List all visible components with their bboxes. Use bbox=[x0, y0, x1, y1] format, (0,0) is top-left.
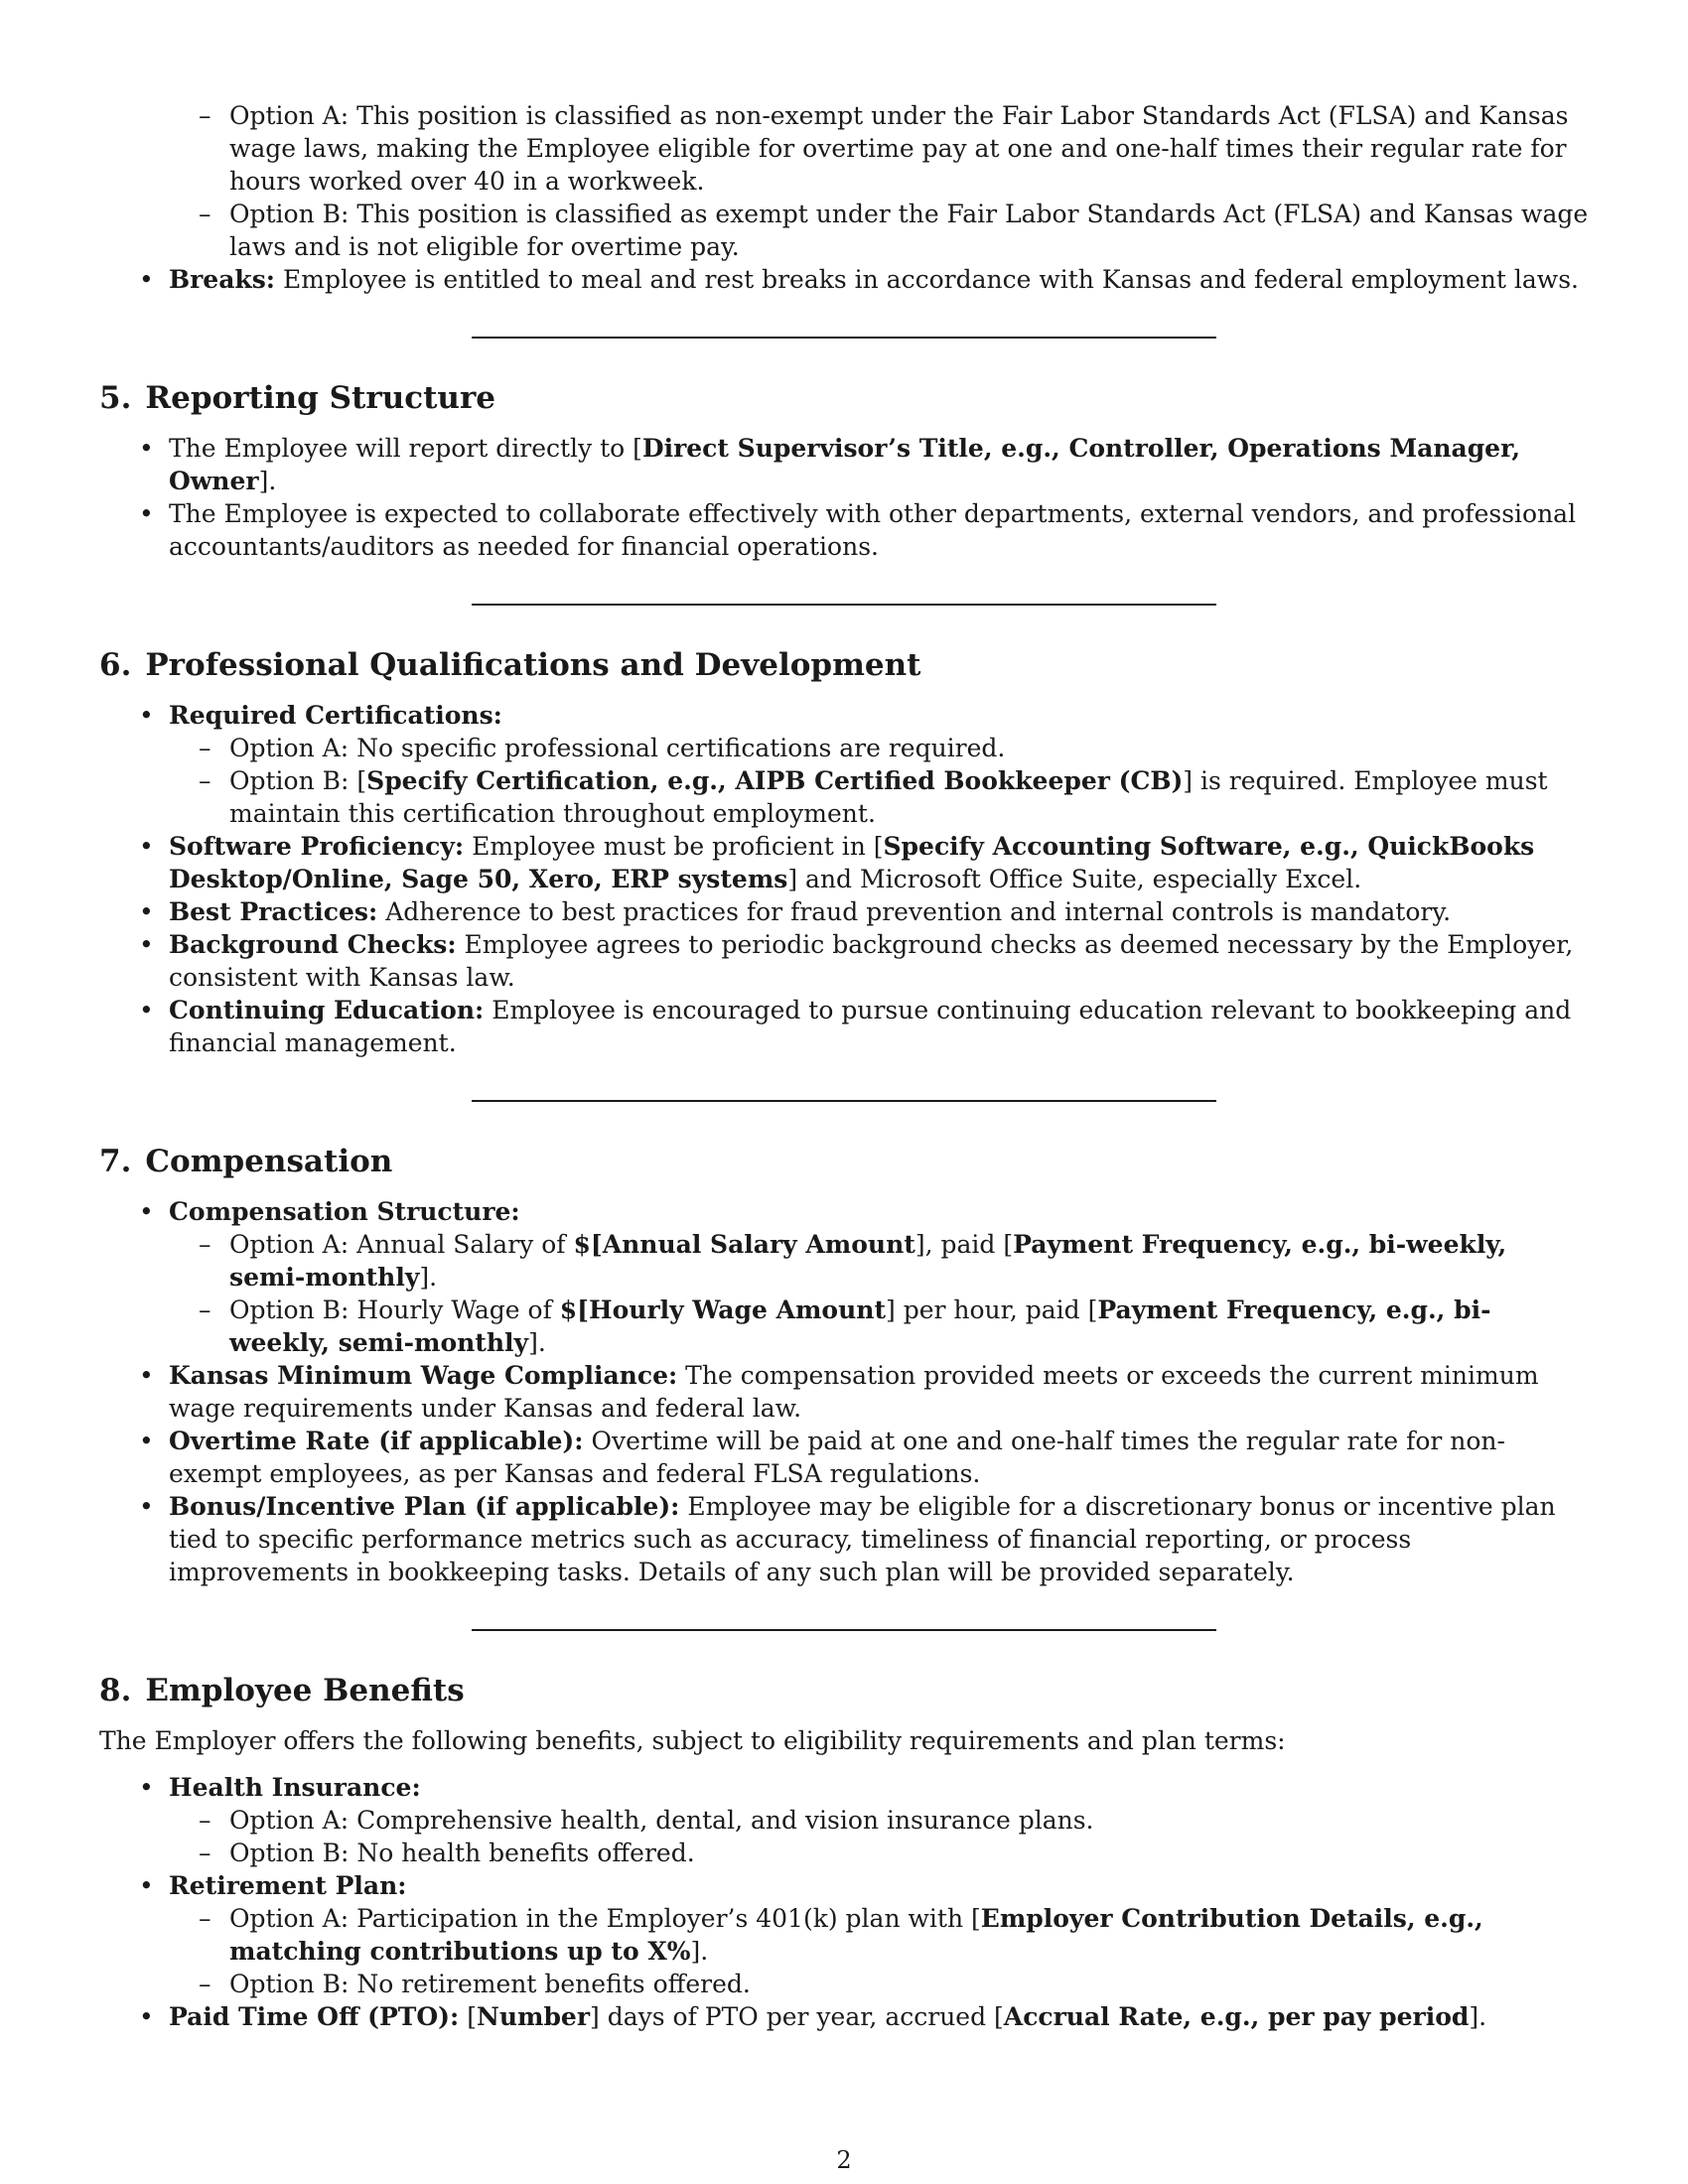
list-item bbox=[169, 1228, 1589, 1294]
placeholder-text: Specify Accounting Software, e.g., QuickBooks Desktop/Online, Sage 50, Xero, ERP systems bbox=[169, 832, 1535, 893]
section-title: Professional Qualifications and Development bbox=[145, 647, 921, 683]
divider bbox=[472, 1629, 1216, 1631]
item-label: Bonus/Incentive Plan (if applicable): bbox=[169, 1492, 680, 1521]
option-b-text: Option B: This position is classified as exempt under the Fair Labor Standards Act (FLSA) and Kansas wage laws and is not eligible for overtime pay. bbox=[229, 200, 1589, 261]
document-page bbox=[99, 99, 1589, 2033]
text: Overtime will be paid at one and one-half times the regular rate for non-exempt employees, as per Kansas and federal FLSA regulations. bbox=[169, 1427, 1505, 1488]
sub-list bbox=[99, 1902, 1589, 2000]
overtime-options-list bbox=[169, 99, 1589, 263]
placeholder-text: Payment Frequency, e.g., bi-weekly, semi-monthly bbox=[229, 1230, 1507, 1292]
text: Employee may be eligible for a discretionary bonus or incentive plan tied to specific performance metrics such as accuracy, timeliness of financial reporting, or process improvements in bookkeeping tasks. Details of any such plan will be provided separately. bbox=[169, 1492, 1556, 1586]
text: Employee is encouraged to pursue continuing education relevant to bookkeeping and financial management. bbox=[169, 996, 1572, 1057]
text: The Employee will report directly to [ bbox=[169, 434, 642, 463]
text: ]. bbox=[258, 467, 277, 495]
list-item bbox=[99, 994, 1589, 1059]
reporting-list bbox=[99, 432, 1589, 563]
placeholder-text: Payment Frequency, e.g., bi-weekly, semi-monthly bbox=[229, 1296, 1491, 1357]
text: ] is required. Employee must maintain this certification throughout employment. bbox=[229, 766, 1548, 828]
placeholder-text: Number bbox=[476, 2002, 591, 2031]
section-heading bbox=[99, 378, 1589, 418]
section-heading bbox=[99, 645, 1589, 685]
text: ]. bbox=[1469, 2002, 1487, 2031]
list-item bbox=[99, 895, 1589, 928]
section-number: 6. bbox=[99, 647, 132, 683]
text: ]. bbox=[690, 1937, 709, 1966]
text: Employee agrees to periodic background checks as deemed necessary by the Employer, consistent with Kansas law. bbox=[169, 930, 1574, 992]
text: ]. bbox=[419, 1263, 438, 1292]
benefits-list bbox=[99, 1771, 1589, 2033]
item-label: Software Proficiency: bbox=[169, 832, 465, 861]
placeholder-text: Specify Certification, e.g., AIPB Certified Bookkeeper (CB) bbox=[366, 766, 1184, 795]
divider bbox=[472, 604, 1216, 606]
divider bbox=[472, 1100, 1216, 1102]
item-label: Retirement Plan: bbox=[169, 1871, 407, 1900]
text: Option A: Comprehensive health, dental, and vision insurance plans. bbox=[229, 1806, 1094, 1835]
item-label: Required Certifications: bbox=[169, 701, 502, 730]
sub-list bbox=[99, 732, 1589, 830]
sub-list bbox=[99, 1804, 1589, 1869]
list-item bbox=[99, 432, 1589, 497]
list-item bbox=[99, 1490, 1589, 1588]
section-heading bbox=[99, 1142, 1589, 1181]
section-title: Reporting Structure bbox=[145, 380, 496, 416]
section-title: Compensation bbox=[145, 1144, 393, 1179]
list-item bbox=[99, 1771, 1589, 1869]
section-number: 8. bbox=[99, 1673, 132, 1708]
list-item bbox=[169, 732, 1589, 764]
list-item bbox=[169, 99, 1589, 198]
text: Option A: Participation in the Employer’s 401(k) plan with [ bbox=[229, 1904, 981, 1933]
text: Option B: No retirement benefits offered. bbox=[229, 1970, 751, 1998]
text: The Employee is expected to collaborate effectively with other departments, external vendors, and professional accountants/auditors as needed for financial operations. bbox=[169, 499, 1577, 561]
text: Option A: No specific professional certifications are required. bbox=[229, 734, 1006, 762]
item-label: Health Insurance: bbox=[169, 1773, 421, 1802]
text: ] and Microsoft Office Suite, especially Excel. bbox=[787, 865, 1362, 893]
text: Option B: No health benefits offered. bbox=[229, 1839, 695, 1867]
section-intro: The Employer offers the following benefits, subject to eligibility requirements and plan terms: bbox=[99, 1726, 1286, 1755]
list-item bbox=[169, 1837, 1589, 1869]
list-item bbox=[99, 1359, 1589, 1425]
list-item bbox=[99, 1869, 1589, 2000]
list-item bbox=[169, 1968, 1589, 2000]
text: ] per hour, paid [ bbox=[886, 1296, 1098, 1324]
placeholder-text: $[Hourly Wage Amount bbox=[559, 1296, 886, 1324]
placeholder-text: $[Annual Salary Amount bbox=[573, 1230, 915, 1259]
option-a-text: Option A: This position is classified as non-exempt under the Fair Labor Standards Act (FLSA) and Kansas wage laws, making the Employee eligible for overtime pay at one and one-half times their regular rate for hours worked over 40 in a workweek. bbox=[229, 101, 1569, 196]
text: Adherence to best practices for fraud prevention and internal controls is mandatory. bbox=[385, 897, 1452, 926]
list-item bbox=[99, 699, 1589, 830]
placeholder-text: Accrual Rate, e.g., per pay period bbox=[1003, 2002, 1470, 2031]
item-label: Continuing Education: bbox=[169, 996, 485, 1024]
list-item bbox=[99, 830, 1589, 895]
placeholder-text: Direct Supervisor’s Title, e.g., Controller, Operations Manager, Owner bbox=[169, 434, 1521, 495]
list-item bbox=[99, 497, 1589, 563]
section-number: 7. bbox=[99, 1144, 132, 1179]
section-heading bbox=[99, 1671, 1589, 1710]
list-item bbox=[99, 2000, 1589, 2033]
text: The compensation provided meets or exceeds the current minimum wage requirements under Kansas and federal law. bbox=[169, 1361, 1539, 1423]
item-label: Best Practices: bbox=[169, 897, 378, 926]
sub-list bbox=[99, 1228, 1589, 1359]
list-item bbox=[169, 198, 1589, 263]
breaks-label: Breaks: bbox=[169, 265, 276, 294]
breaks-text: Employee is entitled to meal and rest breaks in accordance with Kansas and federal employment laws. bbox=[282, 265, 1579, 294]
text: Employee must be proficient in [ bbox=[472, 832, 884, 861]
list-item bbox=[99, 928, 1589, 994]
qualifications-list bbox=[99, 699, 1589, 1059]
list-item bbox=[99, 1425, 1589, 1490]
breaks-list bbox=[99, 263, 1589, 296]
compensation-list bbox=[99, 1195, 1589, 1588]
text: ] days of PTO per year, accrued [ bbox=[590, 2002, 1004, 2031]
list-item bbox=[169, 764, 1589, 830]
text: ], paid [ bbox=[914, 1230, 1014, 1259]
section-number: 5. bbox=[99, 380, 132, 416]
text: Option B: Hourly Wage of bbox=[229, 1296, 560, 1324]
item-label: Kansas Minimum Wage Compliance: bbox=[169, 1361, 678, 1390]
list-item bbox=[99, 1195, 1589, 1359]
section-title: Employee Benefits bbox=[145, 1673, 465, 1708]
item-label: Paid Time Off (PTO): bbox=[169, 2002, 460, 2031]
placeholder-text: Employer Contribution Details, e.g., matching contributions up to X% bbox=[229, 1904, 1483, 1966]
page-number: 2 bbox=[836, 2146, 852, 2174]
item-label: Overtime Rate (if applicable): bbox=[169, 1427, 584, 1455]
text: [ bbox=[467, 2002, 477, 2031]
text: ]. bbox=[528, 1328, 546, 1357]
item-label: Background Checks: bbox=[169, 930, 457, 959]
text: Option A: Annual Salary of bbox=[229, 1230, 574, 1259]
list-item bbox=[169, 1902, 1589, 1968]
item-label: Compensation Structure: bbox=[169, 1197, 520, 1226]
divider bbox=[472, 337, 1216, 339]
text: Option B: [ bbox=[229, 766, 367, 795]
list-item bbox=[169, 1294, 1589, 1359]
list-item bbox=[169, 1804, 1589, 1837]
list-item bbox=[99, 263, 1589, 296]
